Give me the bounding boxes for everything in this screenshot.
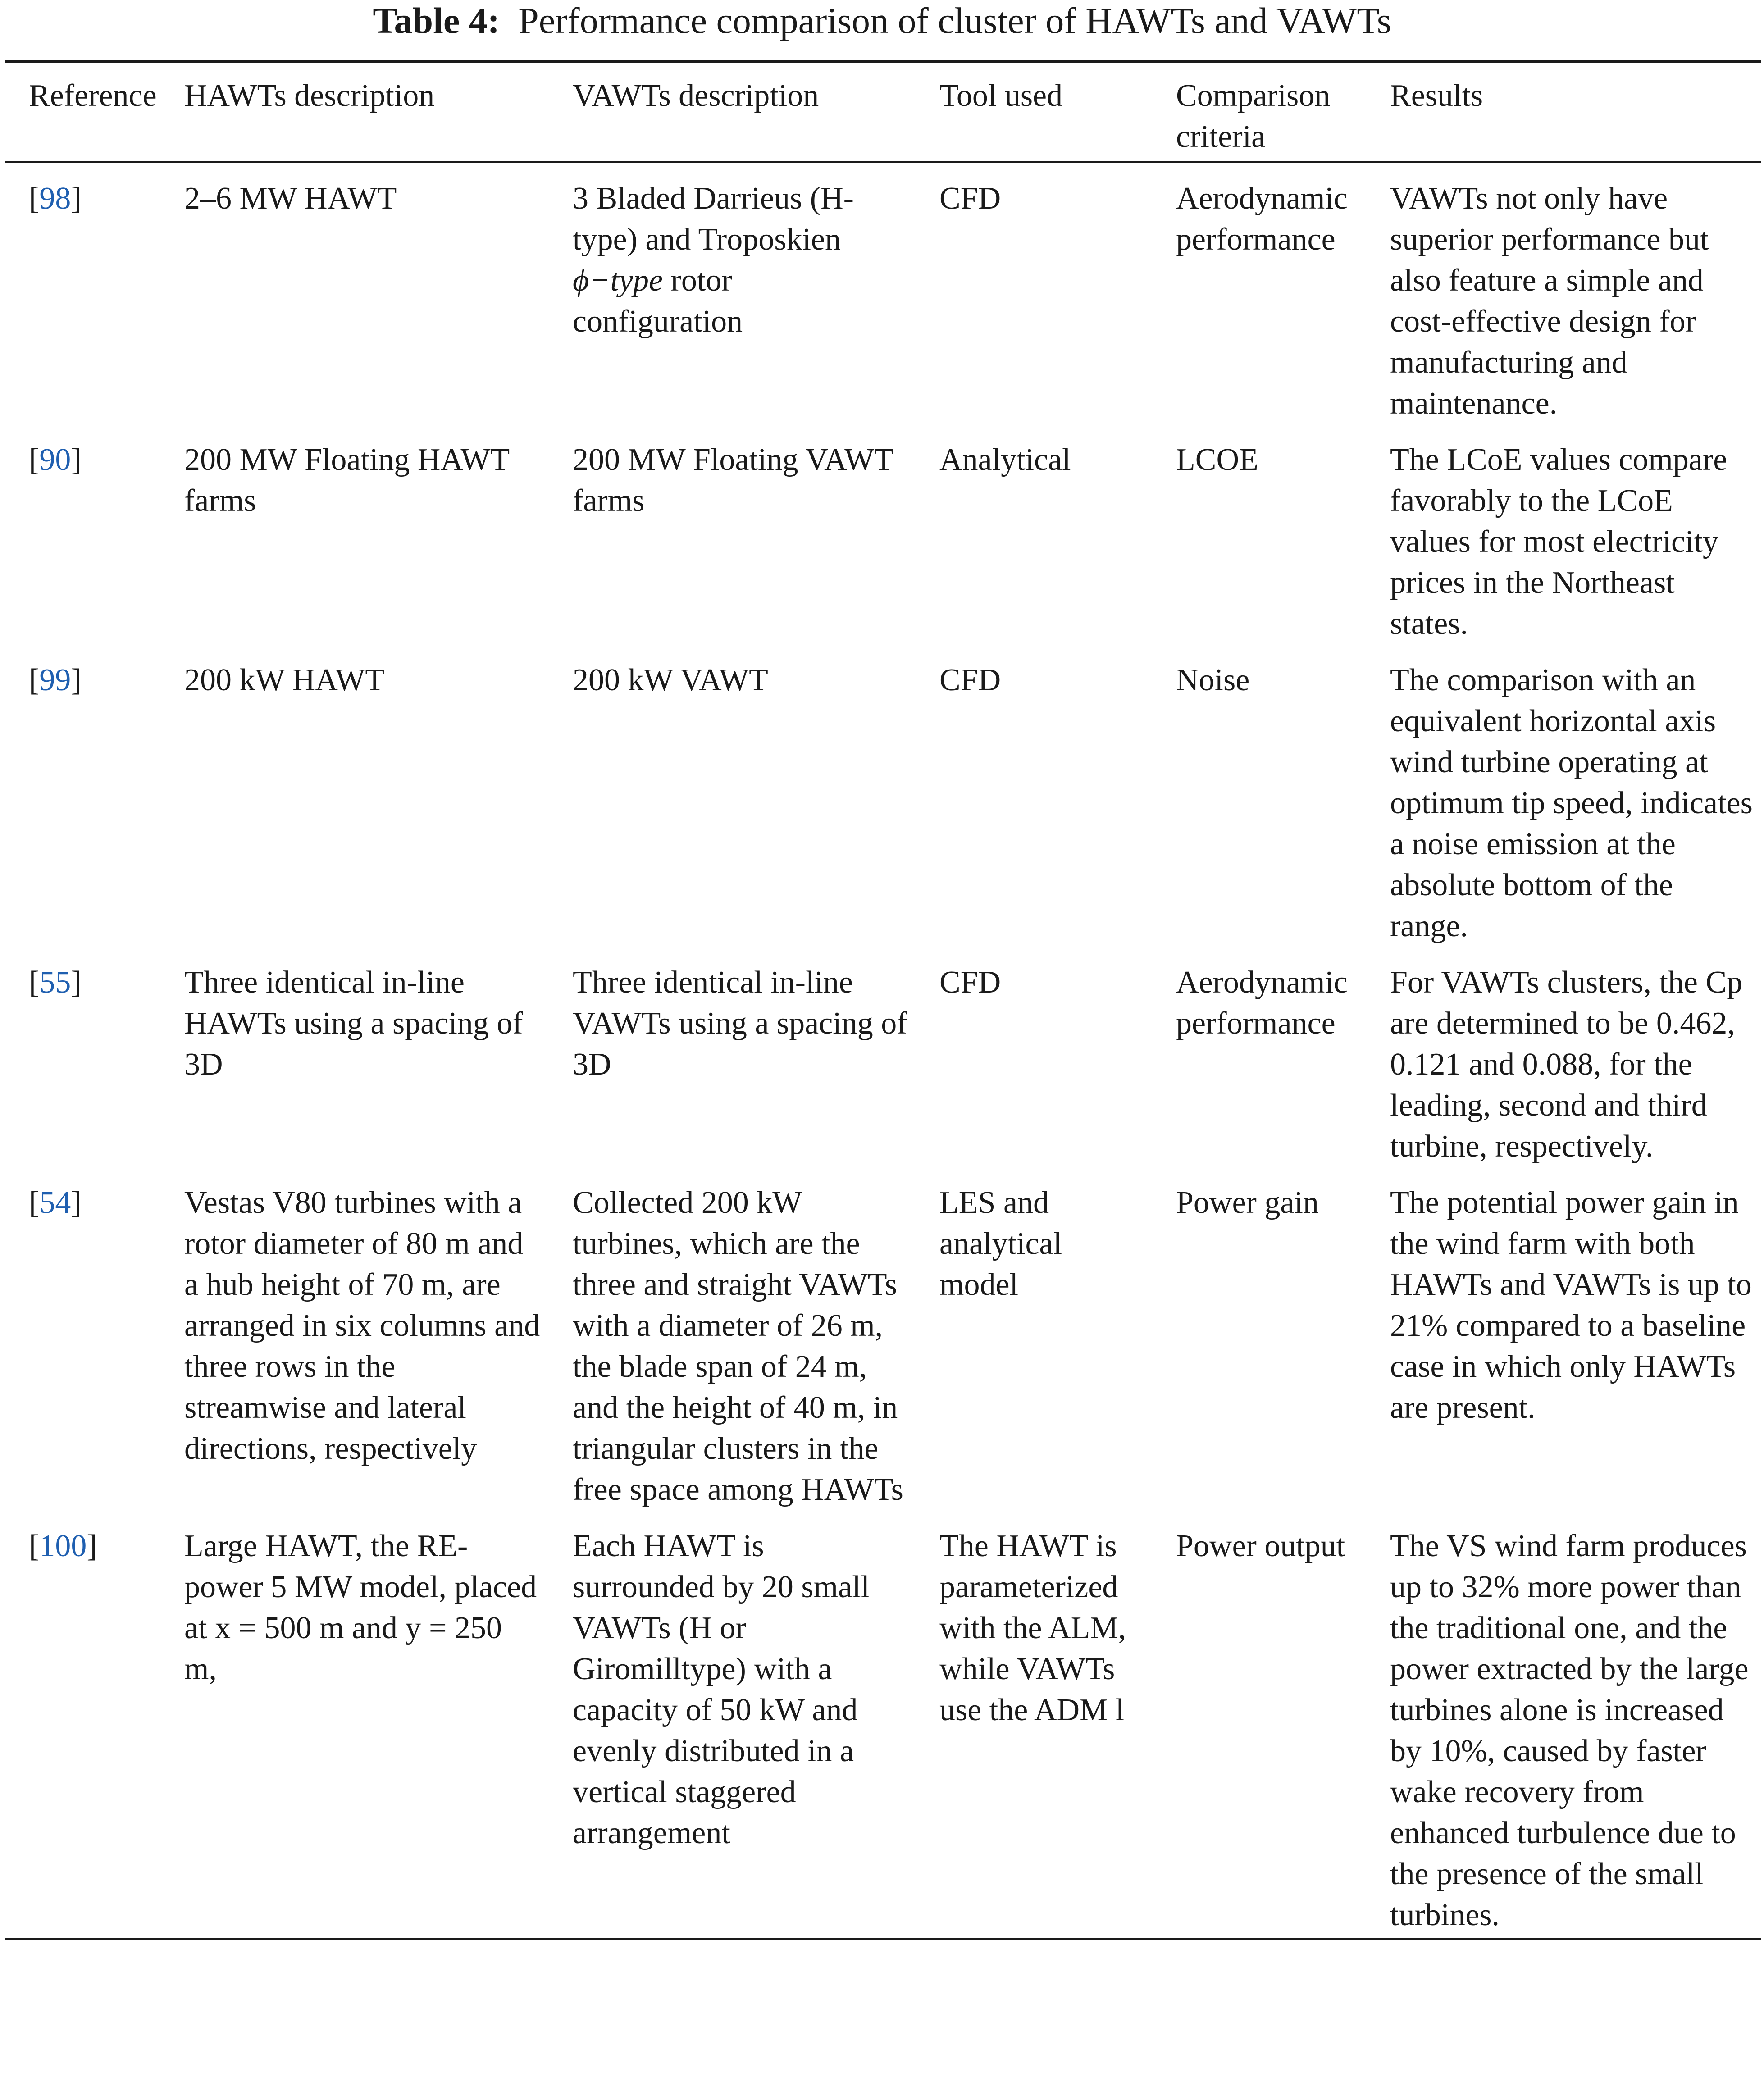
cell-vawts-description: Each HAWT is surrounded by 20 small VAWTs (H or Giromilltype) with a capacity of 50 kW and evenly distributed in a vertical staggered arrangement	[573, 1529, 870, 1850]
table-caption-text: Performance comparison of cluster of HAWTs and VAWTs	[518, 0, 1391, 41]
header-comparison-criteria: Comparison criteria	[1176, 78, 1331, 154]
phi-type-symbol: ϕ−type	[573, 263, 663, 298]
table-header-row	[5, 62, 1761, 162]
cell-comparison-criteria: Power gain	[1176, 1185, 1319, 1220]
table-row	[5, 947, 1761, 1167]
cell-reference: [54]	[29, 1185, 82, 1220]
table-caption-label: Table 4:	[373, 0, 500, 41]
cell-hawts-description: Vestas V80 turbines with a rotor diameter of 80 m and a hub height of 70 m, are arranged in six columns and three rows in the streamwise and lateral directions, respectively	[184, 1185, 540, 1466]
vawts-text-part-2: rotor configuration	[573, 263, 743, 339]
cell-reference: [100]	[29, 1529, 97, 1563]
cell-comparison-criteria: Aerodynamic performance	[1176, 181, 1348, 257]
cell-tool-used: Analytical	[939, 442, 1071, 477]
cell-hawts-description: 2–6 MW HAWT	[184, 181, 397, 216]
cell-vawts-description: Three identical in-line VAWTs using a spacing of 3D	[573, 965, 907, 1082]
vawts-text-part-1: 3 Bladed Darrieus (H-type) and Troposkien	[573, 181, 854, 257]
cell-tool-used: LES and analytical model	[939, 1185, 1062, 1302]
header-vawts-description: VAWTs description	[573, 78, 819, 113]
cell-comparison-criteria: LCOE	[1176, 442, 1258, 477]
cell-tool-used: CFD	[939, 965, 1001, 1000]
cell-tool-used: CFD	[939, 663, 1001, 697]
citation-link[interactable]: 55	[39, 965, 71, 1000]
table-row	[5, 1167, 1761, 1510]
cell-results: For VAWTs clusters, the Cp are determined to be 0.462, 0.121 and 0.088, for the leading, second and third turbine, respectively.	[1390, 965, 1743, 1164]
comparison-table-container	[5, 60, 1761, 1940]
cell-vawts-description	[549, 162, 916, 424]
header-tool-used: Tool used	[939, 78, 1063, 113]
citation-link[interactable]: 54	[39, 1185, 71, 1220]
cell-hawts-description: 200 kW HAWT	[184, 663, 385, 697]
table-row	[5, 162, 1761, 424]
table-row	[5, 1510, 1761, 1940]
cell-reference: [98]	[29, 181, 82, 216]
cell-tool-used: CFD	[939, 181, 1001, 216]
cell-comparison-criteria: Aerodynamic performance	[1176, 965, 1348, 1041]
table-caption	[0, 0, 1764, 41]
cell-reference: [55]	[29, 965, 82, 1000]
citation-link[interactable]: 90	[39, 442, 71, 477]
header-results: Results	[1390, 78, 1483, 113]
cell-vawts-description: 200 kW VAWT	[573, 663, 768, 697]
cell-results: VAWTs not only have superior performance but also feature a simple and cost-effective design for manufacturing and maintenance.	[1390, 181, 1709, 421]
header-hawts-description: HAWTs description	[184, 78, 435, 113]
citation-link[interactable]: 99	[39, 663, 71, 697]
cell-hawts-description: 200 MW Floating HAWT farms	[184, 442, 509, 518]
cell-hawts-description: Three identical in-line HAWTs using a spacing of 3D	[184, 965, 523, 1082]
cell-comparison-criteria: Noise	[1176, 663, 1250, 697]
cell-results: The VS wind farm produces up to 32% more power than the traditional one, and the power extracted by the large turbines alone is increased by 10%, caused by faster wake recovery from enhanced turbulence due to the presence of the small turbines.	[1390, 1529, 1749, 1932]
cell-vawts-description: 200 MW Floating VAWT farms	[573, 442, 893, 518]
comparison-table	[5, 60, 1761, 1940]
cell-reference: [90]	[29, 442, 82, 477]
header-reference: Reference	[29, 78, 157, 113]
cell-tool-used: The HAWT is parameterized with the ALM, while VAWTs use the ADM l	[939, 1529, 1126, 1727]
cell-results: The potential power gain in the wind farm with both HAWTs and VAWTs is up to 21% compared to a baseline case in which only HAWTs are present.	[1390, 1185, 1752, 1425]
table-row	[5, 424, 1761, 644]
cell-results: The LCoE values compare favorably to the LCoE values for most electricity prices in the Northeast states.	[1390, 442, 1728, 641]
cell-reference: [99]	[29, 663, 82, 697]
table-row	[5, 644, 1761, 947]
citation-link[interactable]: 100	[39, 1529, 87, 1563]
cell-comparison-criteria: Power output	[1176, 1529, 1345, 1563]
cell-results: The comparison with an equivalent horizontal axis wind turbine operating at optimum tip speed, indicates a noise emission at the absolute bottom of the range.	[1390, 663, 1753, 943]
citation-link[interactable]: 98	[39, 181, 71, 216]
cell-hawts-description: Large HAWT, the RE-power 5 MW model, placed at x = 500 m and y = 250 m,	[184, 1529, 537, 1686]
cell-vawts-description: Collected 200 kW turbines, which are the three and straight VAWTs with a diameter of 26 m, the blade span of 24 m, and the height of 40 m, in triangular clusters in the free space among HAWTs	[573, 1185, 903, 1507]
